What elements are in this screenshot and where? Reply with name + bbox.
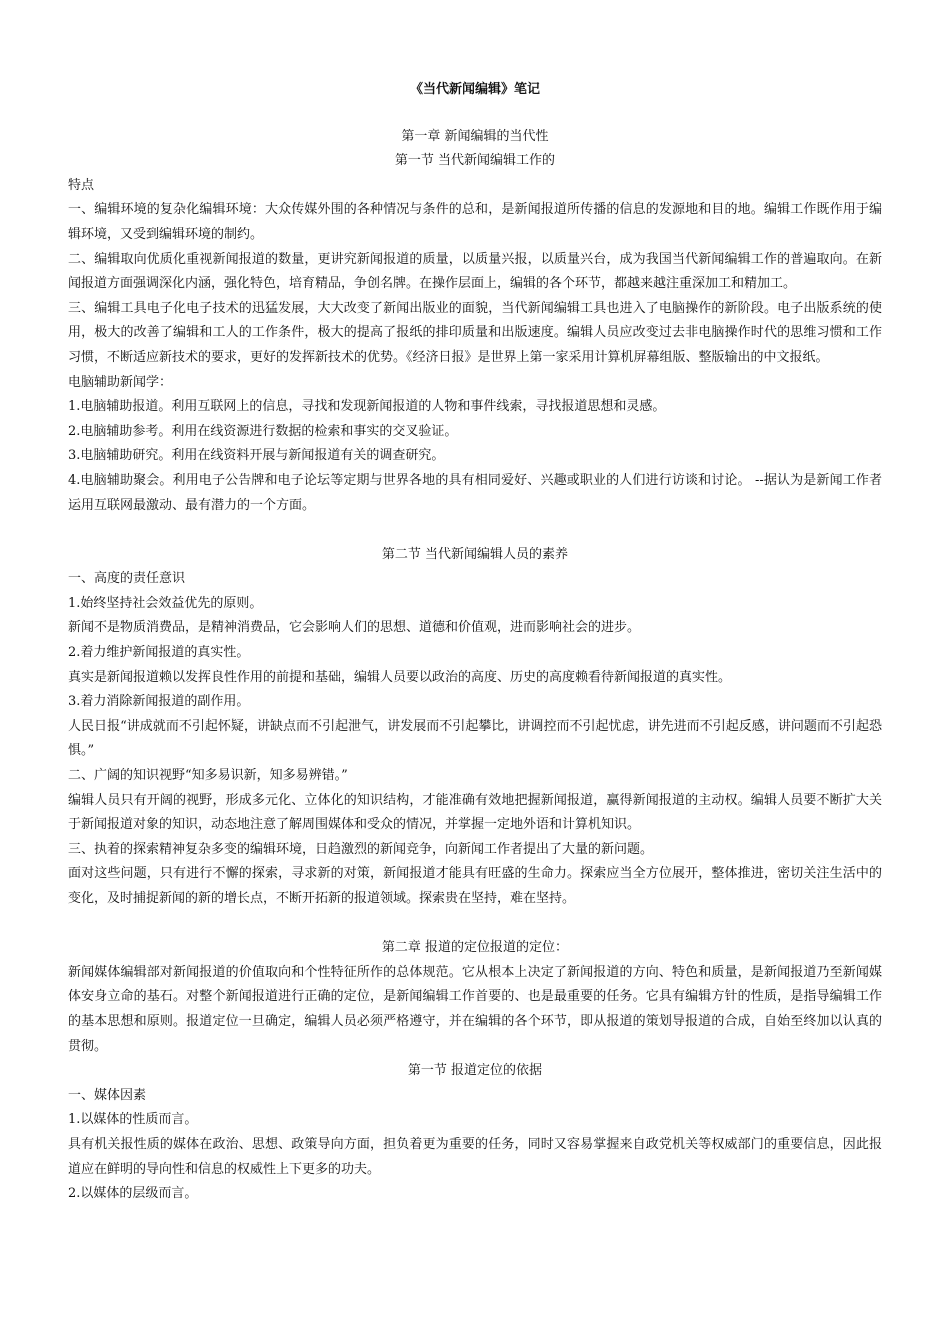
chapter-2-heading: 第二章 报道的定位报道的定位： xyxy=(381,940,569,956)
paragraph: 编辑人员只有开阔的视野，形成多元化、立体化的知识结构，才能准确有效地把握新闻报道，赢得新闻报道的主动权。编辑人员要不断扩大关于新闻报道对象的知识，动态地注意了解周围媒体和受众的情况，并掌握一定地外语和计算机知识。 xyxy=(68,792,882,833)
paragraph: 面对这些问题，只有进行不懈的探索，寻求新的对策，新闻报道才能具有旺盛的生命力。探索应当全方位展开，整体推进，密切关注生活中的变化，及时捕捉新闻的新的增长点，不断开拓新的报道领域。探索贵在坚持，难在坚持。 xyxy=(68,866,882,906)
list-item: 3.电脑辅助研究。利用在线资料开展与新闻报道有关的调查研究。 xyxy=(68,448,445,464)
paragraph: 具有机关报性质的媒体在政治、思想、政策导向方面，担负着更为重要的任务，同时又容易掌握来自政党机关等权威部门的重要信息，因此报道应在鲜明的导向性和信息的权威性上下更多的功夫。 xyxy=(68,1136,882,1177)
list-item: 2.电脑辅助参考。利用在线资源进行数据的检索和事实的交叉验证。 xyxy=(68,423,458,439)
paragraph: 一、高度的责任意识 xyxy=(68,571,186,587)
paragraph: 2.以媒体的层级而言。 xyxy=(68,1186,198,1202)
paragraph: 新闻不是物质消费品，是精神消费品，它会影响人们的思想、道德和价值观，进而影响社会的进步。 xyxy=(68,620,641,636)
section-1-2-heading: 第二节 当代新闻编辑人员的素养 xyxy=(381,546,569,562)
spacer xyxy=(68,912,882,937)
paragraph: 三、编辑工具电子化电子技术的迅猛发展，大大改变了新闻出版业的面貌，当代新闻编辑工具也进入了电脑操作的新阶段。电子出版系统的使用，极大的改善了编辑和工人的工作条件，极大的提高了报纸的排印质量和出版速度。编辑人员应改变过去非电脑操作时代的思维习惯和工作习惯，不断适应新技术的要求，更好的发挥新技术的优势。《经济日报》是世界上第一家采用计算机屏幕组版、整版输出的中文报纸。 xyxy=(68,300,882,365)
paragraph: 二、编辑取向优质化重视新闻报道的数量，更讲究新闻报道的质量，以质量兴报，以质量兴台，成为我国当代新闻编辑工作的普遍取向。在新闻报道方面强调深化内涵，强化特色，培育精品，争创名牌。在操作层面上，编辑的各个环节，都越来越注重深加工和精加工。 xyxy=(68,251,882,292)
paragraph: 1.以媒体的性质而言。 xyxy=(68,1112,198,1128)
paragraph: 二、广阔的知识视野“知多易识新，知多易辨错。” xyxy=(68,768,348,784)
paragraph: 3.着力消除新闻报道的副作用。 xyxy=(68,694,250,710)
list-item: 4.电脑辅助聚会。利用电子公告牌和电子论坛等定期与世界各地的具有相同爱好、兴趣或职业的人们进行访谈和讨论。 --据认为是新闻工作者运用互联网最激动、最有潜力的一个方面。 xyxy=(68,472,882,513)
document-page xyxy=(68,78,882,1207)
paragraph: 新闻媒体编辑部对新闻报道的价值取向和个性特征所作的总体规范。它从根本上决定了新闻报道的方向、特色和质量，是新闻报道乃至新闻媒体安身立命的基石。对整个新闻报道进行正确的定位，是新闻编辑工作首要的、也是最重要的任务。它具有编辑方针的性质，是指导编辑工作的基本思想和原则。报道定位一旦确定，编辑人员必须严格遵守，并在编辑的各个环节，即从报道的策划导报道的合成，自始至终加以认真的贯彻。 xyxy=(68,964,882,1054)
paragraph: 人民日报“讲成就而不引起怀疑，讲缺点而不引起泄气，讲发展而不引起攀比，讲调控而不引起忧虑，讲先进而不引起反感，讲问题而不引起恐惧。” xyxy=(68,718,882,759)
paragraph: 一、媒体因素 xyxy=(68,1087,147,1103)
document-title: 《当代新闻编辑》笔记 xyxy=(409,82,540,97)
paragraph: 电脑辅助新闻学： xyxy=(68,374,173,390)
paragraph: 真实是新闻报道赖以发挥良性作用的前提和基础，编辑人员要以政治的高度、历史的高度赖看待新闻报道的真实性。 xyxy=(68,669,732,685)
paragraph: 1.始终坚持社会效益优先的原则。 xyxy=(68,595,263,611)
section-1-1-heading-continued: 特点 xyxy=(68,177,95,193)
section-2-1-heading: 第一节 报道定位的依据 xyxy=(407,1063,543,1079)
spacer xyxy=(68,518,882,543)
paragraph: 三、执着的探索精神复杂多变的编辑环境，日趋激烈的新闻竞争，向新闻工作者提出了大量的新问题。 xyxy=(68,841,654,857)
paragraph: 2.着力维护新闻报道的真实性。 xyxy=(68,645,250,661)
chapter-1-heading: 第一章 新闻编辑的当代性 xyxy=(401,128,549,144)
paragraph: 一、编辑环境的复杂化编辑环境：大众传媒外围的各种情况与条件的总和，是新闻报道所传播的信息的发源地和目的地。编辑工作既作用于编辑环境，又受到编辑环境的制约。 xyxy=(68,202,882,242)
list-item: 1.电脑辅助报道。利用互联网上的信息，寻找和发现新闻报道的人物和事件线索，寻找报道思想和灵感。 xyxy=(68,399,666,415)
section-1-1-heading: 第一节 当代新闻编辑工作的 xyxy=(394,153,556,169)
